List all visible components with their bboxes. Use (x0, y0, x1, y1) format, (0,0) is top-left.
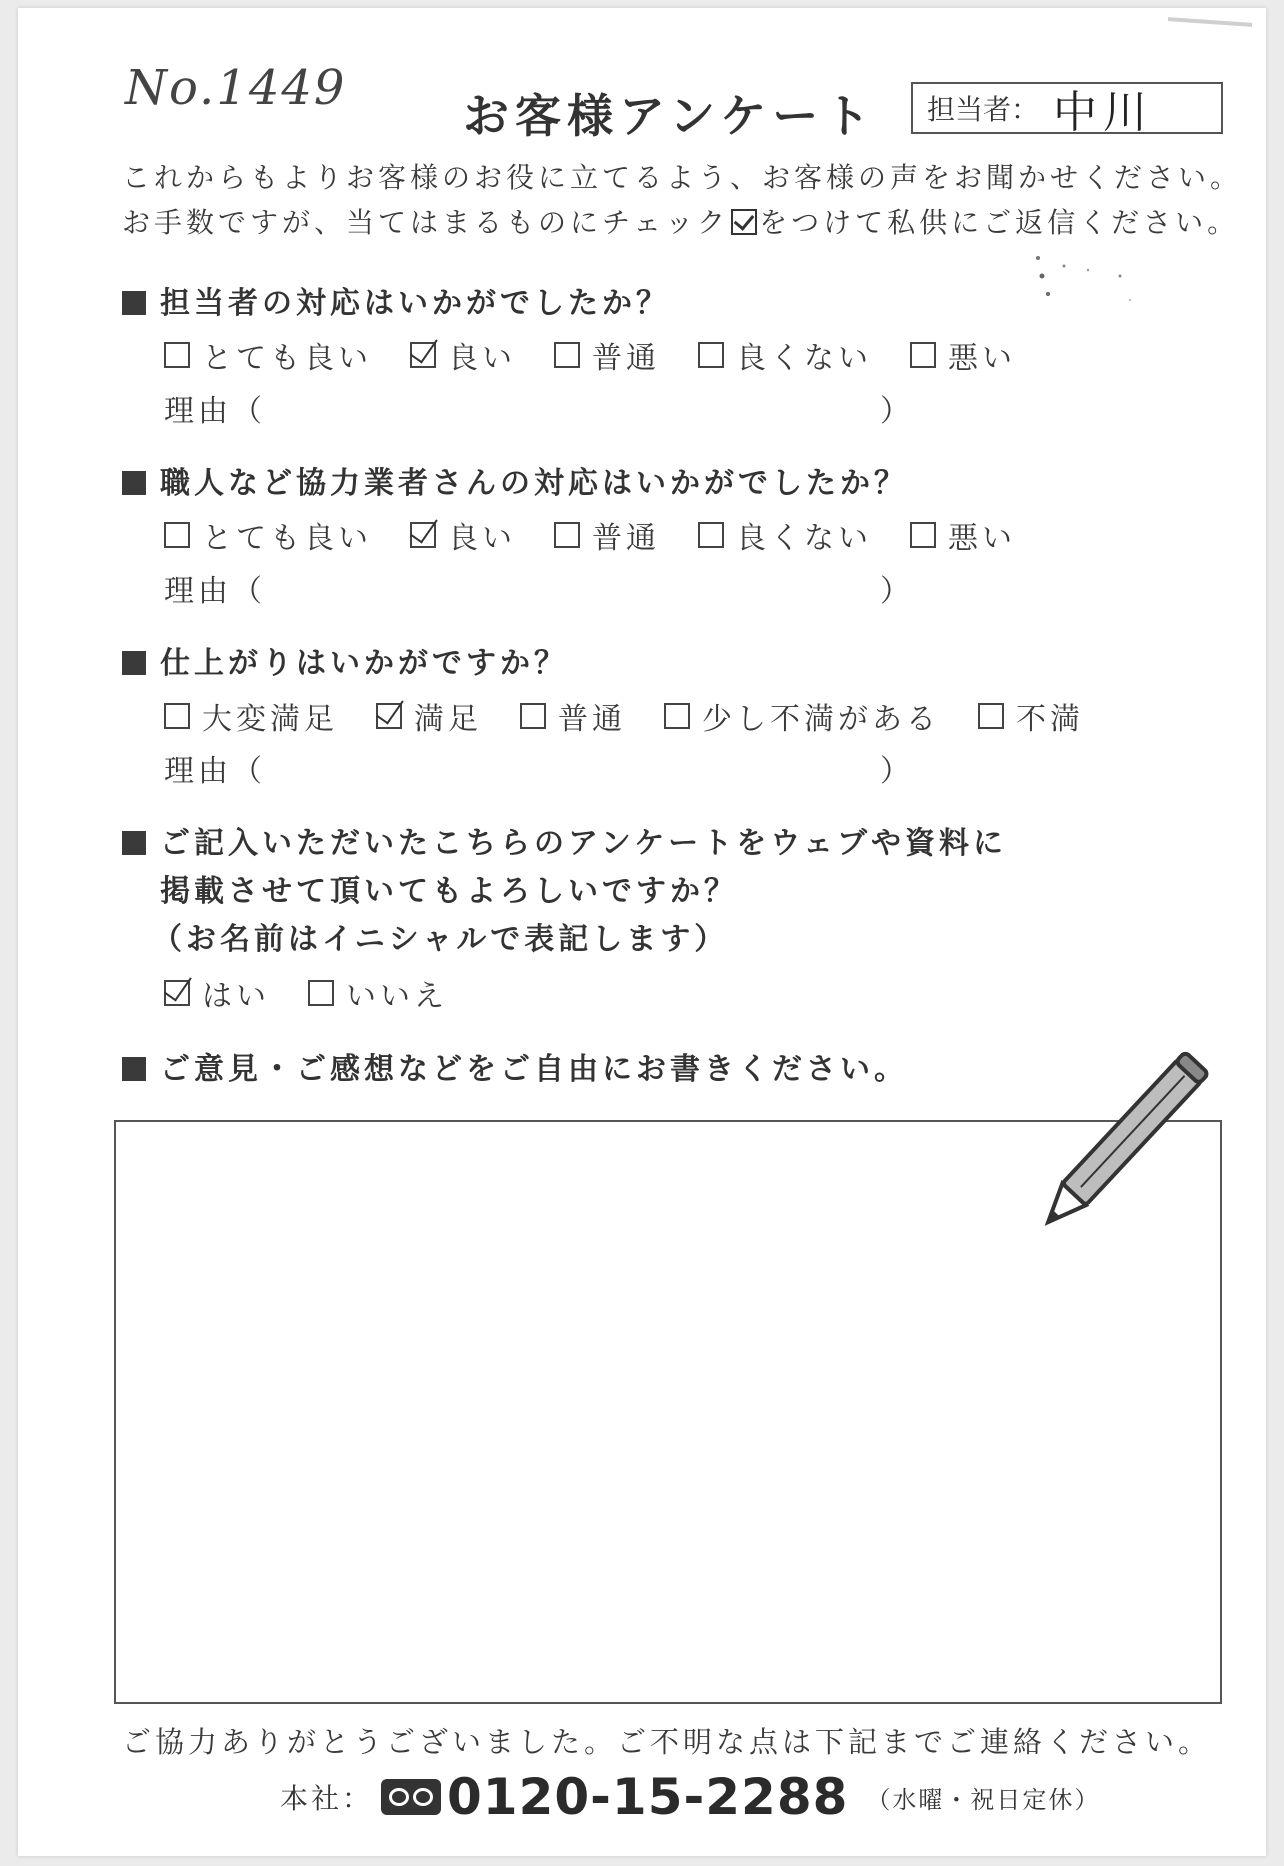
question-4-line-3: （お名前はイニシャルで表記します） (152, 922, 729, 957)
option-label: 少し不満がある (702, 702, 940, 737)
q2-option-very-good[interactable] (164, 513, 372, 557)
square-bullet-icon (122, 291, 146, 315)
freedial-icon (381, 1779, 441, 1815)
option-label: はい (202, 979, 270, 1014)
checkbox[interactable] (978, 703, 1004, 729)
checkbox-checked[interactable] (376, 703, 402, 729)
checkbox-checked[interactable] (164, 980, 190, 1006)
q2-reason[interactable] (164, 566, 914, 610)
q1-option-good[interactable] (410, 333, 516, 377)
checkbox[interactable] (520, 703, 546, 729)
q4-option-yes[interactable] (164, 971, 270, 1015)
reason-close: ） (880, 754, 914, 789)
intro-line-1: これからもよりお客様のお役に立てるよう、お客様の声をお聞かせください。 (122, 161, 1243, 194)
thanks-message: ご協力ありがとうございました。ご不明な点は下記までご連絡ください。 (122, 1725, 1212, 1759)
question-5-text: ご意見・ご感想などをご自由にお書きください。 (160, 1052, 908, 1087)
survey-sheet (18, 8, 1266, 1856)
question-2 (122, 458, 908, 502)
question-3 (122, 638, 568, 682)
checkbox[interactable] (164, 522, 190, 548)
option-label: 良い (448, 521, 516, 556)
option-label: 普通 (558, 702, 626, 737)
q3-option-normal[interactable] (520, 694, 626, 738)
checkbox[interactable] (664, 703, 690, 729)
square-bullet-icon (122, 651, 146, 675)
q3-option-satisfied[interactable] (376, 694, 482, 738)
page-corner-fold (1168, 17, 1252, 41)
staff-label: 担当者： (927, 93, 1040, 126)
intro-line-2 (122, 201, 1239, 241)
reason-close: ） (880, 394, 914, 429)
option-label: 良い (448, 341, 516, 376)
square-bullet-icon (122, 1057, 146, 1081)
reason-open: 理由（ (164, 754, 266, 789)
checkbox[interactable] (910, 522, 936, 548)
question-4-line-1: ご記入いただいたこちらのアンケートをウェブや資料に (160, 826, 1007, 861)
checkbox-checked[interactable] (410, 342, 436, 368)
question-5 (122, 1044, 908, 1088)
footer-contact (280, 1768, 1100, 1826)
square-bullet-icon (122, 831, 146, 855)
q2-option-normal[interactable] (554, 513, 660, 557)
square-bullet-icon (122, 471, 146, 495)
staff-box (911, 82, 1223, 138)
option-label: 満足 (414, 702, 482, 737)
q3-option-very-satisfied[interactable] (164, 694, 338, 738)
question-1 (122, 278, 670, 322)
reason-open: 理由（ (164, 394, 266, 429)
q2-option-good[interactable] (410, 513, 516, 557)
reason-close: ） (880, 574, 914, 609)
checkmark-icon (731, 209, 757, 235)
option-label: 大変満足 (202, 702, 338, 737)
option-label: とても良い (202, 341, 372, 376)
checkbox[interactable] (164, 342, 190, 368)
q3-option-somewhat-dissatisfied[interactable] (664, 694, 940, 738)
q3-option-dissatisfied[interactable] (978, 694, 1084, 738)
question-3-options (164, 694, 1122, 738)
checkbox[interactable] (164, 703, 190, 729)
q1-option-normal[interactable] (554, 333, 660, 377)
scan-specks (1018, 248, 1158, 328)
question-1-options (164, 333, 1054, 377)
business-hours: （水曜・祝日定休） (866, 1785, 1101, 1814)
phone-number[interactable]: 0120-15-2288 (447, 1768, 849, 1826)
checkbox[interactable] (698, 522, 724, 548)
reason-open: 理由（ (164, 574, 266, 609)
question-2-text: 職人など協力業者さんの対応はいかがでしたか？ (160, 466, 908, 501)
option-label: 良くない (736, 521, 872, 556)
q1-option-not-good[interactable] (698, 333, 872, 377)
q2-option-not-good[interactable] (698, 513, 872, 557)
checkbox-checked[interactable] (410, 522, 436, 548)
q2-option-bad[interactable] (910, 513, 1016, 557)
page-title: お客様アンケート (463, 89, 877, 143)
pencil-icon (1020, 1050, 1220, 1240)
option-label: 良くない (736, 341, 872, 376)
intro-line-2-before: お手数ですが、当てはまるものにチェック (122, 206, 730, 239)
q1-option-very-good[interactable] (164, 333, 372, 377)
question-4-line-2: 掲載させて頂いてもよろしいですか？ (160, 874, 738, 909)
checkbox[interactable] (554, 522, 580, 548)
question-2-options (164, 513, 1054, 557)
option-label: とても良い (202, 521, 372, 556)
serial-number: No.1449 (125, 60, 347, 116)
q3-reason[interactable] (164, 746, 914, 790)
q1-reason[interactable] (164, 386, 914, 430)
option-label: 不満 (1016, 702, 1084, 737)
option-label: 普通 (592, 341, 660, 376)
option-label: 悪い (948, 521, 1016, 556)
q4-option-no[interactable] (308, 971, 448, 1015)
option-label: いいえ (346, 979, 448, 1014)
question-4 (122, 818, 1007, 862)
option-label: 普通 (592, 521, 660, 556)
question-4-options (164, 971, 486, 1015)
question-3-text: 仕上がりはいかがですか？ (160, 646, 568, 681)
question-1-text: 担当者の対応はいかがでしたか？ (160, 286, 670, 321)
option-label: 悪い (948, 341, 1016, 376)
checkbox[interactable] (554, 342, 580, 368)
intro-line-2-after: をつけて私供にご返信ください。 (759, 206, 1240, 239)
staff-name: 中川 (1053, 87, 1154, 138)
checkbox[interactable] (910, 342, 936, 368)
q1-option-bad[interactable] (910, 333, 1016, 377)
checkbox[interactable] (308, 980, 334, 1006)
checkbox[interactable] (698, 342, 724, 368)
hq-label: 本社： (280, 1782, 374, 1815)
